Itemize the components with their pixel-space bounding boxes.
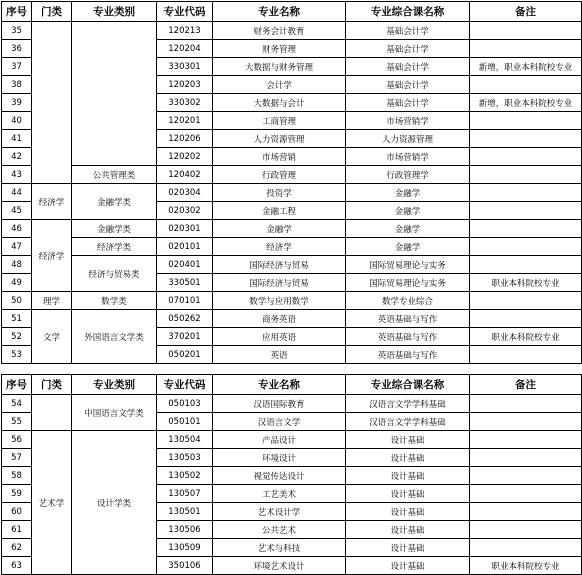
row-name: 行政管理 — [213, 166, 346, 184]
row-course: 英语基础与写作 — [346, 346, 470, 364]
row-num: 53 — [2, 346, 32, 364]
row-num: 50 — [2, 292, 32, 310]
row-note — [470, 467, 582, 485]
row-note — [470, 539, 582, 557]
row-name: 大数据与财务管理 — [213, 58, 346, 76]
row-note — [470, 256, 582, 274]
header-leibie: 专业类别 — [72, 375, 157, 395]
row-course: 汉语言文学学科基础 — [346, 413, 470, 431]
menlei-cell: 理学 — [32, 292, 72, 310]
row-num: 39 — [2, 94, 32, 112]
row-name: 公共艺术 — [213, 521, 346, 539]
row-name: 大数据与会计 — [213, 94, 346, 112]
row-num: 40 — [2, 112, 32, 130]
row-code: 330301 — [157, 58, 213, 76]
header-note: 备注 — [470, 2, 582, 22]
row-num: 46 — [2, 220, 32, 238]
row-name: 经济学 — [213, 238, 346, 256]
row-course: 基础会计学 — [346, 40, 470, 58]
row-num: 57 — [2, 449, 32, 467]
row-num: 45 — [2, 202, 32, 220]
row-course: 行政管理学 — [346, 166, 470, 184]
row-name: 工商管理 — [213, 112, 346, 130]
row-course: 汉语言文学学科基础 — [346, 395, 470, 413]
row-note — [470, 76, 582, 94]
row-code: 050103 — [157, 395, 213, 413]
row-name: 数学与应用数学 — [213, 292, 346, 310]
row-note — [470, 503, 582, 521]
row-note: 职业本科院校专业 — [470, 274, 582, 292]
row-name: 财务会计教育 — [213, 22, 346, 40]
leibie-cell: 金融学类 — [72, 220, 157, 238]
row-name: 环境艺术设计 — [213, 557, 346, 575]
menlei-cell-empty — [32, 395, 72, 431]
row-code: 050262 — [157, 310, 213, 328]
header-note: 备注 — [470, 375, 582, 395]
row-name: 市场营销 — [213, 148, 346, 166]
row-name: 艺术设计学 — [213, 503, 346, 521]
row-note — [470, 310, 582, 328]
row-course: 设计基础 — [346, 431, 470, 449]
row-num: 60 — [2, 503, 32, 521]
row-note — [470, 184, 582, 202]
row-code: 050101 — [157, 413, 213, 431]
leibie-cell: 外国语言文学类 — [72, 310, 157, 364]
row-course: 人力资源管理 — [346, 130, 470, 148]
row-note — [470, 40, 582, 58]
row-course: 基础会计学 — [346, 22, 470, 40]
row-name: 投资学 — [213, 184, 346, 202]
menlei-cell: 经济学 — [32, 220, 72, 292]
row-name: 国际经济与贸易 — [213, 274, 346, 292]
table-row — [2, 292, 582, 310]
row-code: 350106 — [157, 557, 213, 575]
row-code: 370201 — [157, 328, 213, 346]
menlei-cell: 文学 — [32, 310, 72, 364]
row-num: 38 — [2, 76, 32, 94]
row-num: 44 — [2, 184, 32, 202]
row-name: 国际经济与贸易 — [213, 256, 346, 274]
leibie-cell: 公共管理类 — [72, 166, 157, 184]
leibie-cell: 设计学类 — [72, 431, 157, 575]
row-code: 020301 — [157, 220, 213, 238]
row-num: 51 — [2, 310, 32, 328]
row-name: 人力资源管理 — [213, 130, 346, 148]
leibie-cell: 经济学类 — [72, 238, 157, 256]
row-code: 120213 — [157, 22, 213, 40]
row-num: 61 — [2, 521, 32, 539]
row-num: 37 — [2, 58, 32, 76]
header-code: 专业代码 — [157, 375, 213, 395]
row-course: 市场营销学 — [346, 148, 470, 166]
row-course: 英语基础与写作 — [346, 328, 470, 346]
table-row — [2, 395, 582, 413]
table-row — [2, 166, 582, 184]
row-note — [470, 431, 582, 449]
row-course: 金融学 — [346, 238, 470, 256]
row-note — [470, 292, 582, 310]
row-course: 设计基础 — [346, 539, 470, 557]
row-course: 基础会计学 — [346, 94, 470, 112]
table-row — [2, 220, 582, 238]
table-row — [2, 184, 582, 202]
row-note: 职业本科院校专业 — [470, 328, 582, 346]
row-num: 48 — [2, 256, 32, 274]
row-name: 会计学 — [213, 76, 346, 94]
table-row — [2, 238, 582, 256]
row-num: 56 — [2, 431, 32, 449]
row-num: 62 — [2, 539, 32, 557]
leibie-cell: 金融学类 — [72, 184, 157, 220]
header-name: 专业名称 — [213, 375, 346, 395]
header-course: 专业综合课名称 — [346, 2, 470, 22]
header-leibie: 专业类别 — [72, 2, 157, 22]
row-code: 120204 — [157, 40, 213, 58]
row-course: 金融学 — [346, 184, 470, 202]
row-note — [470, 22, 582, 40]
table-row — [2, 310, 582, 328]
table-header-row — [2, 2, 582, 22]
menlei-cell: 艺术学 — [32, 431, 72, 575]
row-code: 330501 — [157, 274, 213, 292]
row-num: 36 — [2, 40, 32, 58]
row-code: 020101 — [157, 238, 213, 256]
row-course: 设计基础 — [346, 467, 470, 485]
row-name: 财务管理 — [213, 40, 346, 58]
row-note: 新增，职业本科院校专业 — [470, 94, 582, 112]
row-code: 120402 — [157, 166, 213, 184]
row-course: 设计基础 — [346, 557, 470, 575]
row-num: 59 — [2, 485, 32, 503]
table-header-row — [2, 375, 582, 395]
row-code: 130502 — [157, 467, 213, 485]
row-num: 55 — [2, 413, 32, 431]
row-course: 市场营销学 — [346, 112, 470, 130]
row-note — [470, 346, 582, 364]
row-note — [470, 413, 582, 431]
row-code: 020302 — [157, 202, 213, 220]
row-note — [470, 166, 582, 184]
row-code: 130501 — [157, 503, 213, 521]
row-note — [470, 238, 582, 256]
row-course: 基础会计学 — [346, 76, 470, 94]
row-code: 120201 — [157, 112, 213, 130]
row-course: 设计基础 — [346, 503, 470, 521]
row-code: 120206 — [157, 130, 213, 148]
row-name: 艺术与科技 — [213, 539, 346, 557]
row-name: 商务英语 — [213, 310, 346, 328]
row-code: 120203 — [157, 76, 213, 94]
row-code: 070101 — [157, 292, 213, 310]
row-code: 130503 — [157, 449, 213, 467]
row-num: 49 — [2, 274, 32, 292]
row-code: 130506 — [157, 521, 213, 539]
menlei-cell: 经济学 — [32, 184, 72, 220]
row-name: 金融工程 — [213, 202, 346, 220]
row-course: 设计基础 — [346, 485, 470, 503]
row-name: 汉语言文学 — [213, 413, 346, 431]
major-table-part-2 — [1, 374, 582, 575]
row-name: 金融学 — [213, 220, 346, 238]
row-note — [470, 202, 582, 220]
row-name: 英语 — [213, 346, 346, 364]
row-name: 工艺美术 — [213, 485, 346, 503]
row-note — [470, 148, 582, 166]
row-name: 视觉传达设计 — [213, 467, 346, 485]
row-num: 41 — [2, 130, 32, 148]
row-name: 产品设计 — [213, 431, 346, 449]
row-name: 汉语国际教育 — [213, 395, 346, 413]
row-num: 43 — [2, 166, 32, 184]
row-note — [470, 449, 582, 467]
major-table-part-1 — [1, 1, 582, 364]
row-num: 52 — [2, 328, 32, 346]
row-note — [470, 485, 582, 503]
row-note — [470, 112, 582, 130]
table-row — [2, 256, 582, 274]
header-menlei: 门类 — [32, 375, 72, 395]
row-num: 42 — [2, 148, 32, 166]
row-course: 国际贸易理论与实务 — [346, 256, 470, 274]
row-num: 58 — [2, 467, 32, 485]
row-code: 020304 — [157, 184, 213, 202]
row-course: 数学专业综合 — [346, 292, 470, 310]
row-course: 基础会计学 — [346, 58, 470, 76]
row-num: 54 — [2, 395, 32, 413]
header-code: 专业代码 — [157, 2, 213, 22]
row-code: 130509 — [157, 539, 213, 557]
row-course: 金融学 — [346, 202, 470, 220]
row-note — [470, 395, 582, 413]
row-code: 130504 — [157, 431, 213, 449]
row-code: 120202 — [157, 148, 213, 166]
leibie-cell: 经济与贸易类 — [72, 256, 157, 292]
row-num: 47 — [2, 238, 32, 256]
leibie-cell: 数学类 — [72, 292, 157, 310]
table-row — [2, 431, 582, 449]
row-note: 新增，职业本科院校专业 — [470, 58, 582, 76]
leibie-cell: 中国语言文学类 — [72, 395, 157, 431]
header-num: 序号 — [2, 2, 32, 22]
header-name: 专业名称 — [213, 2, 346, 22]
row-code: 050201 — [157, 346, 213, 364]
row-course: 英语基础与写作 — [346, 310, 470, 328]
leibie-cell-empty — [72, 22, 157, 166]
row-name: 环境设计 — [213, 449, 346, 467]
row-course: 设计基础 — [346, 521, 470, 539]
table-row — [2, 22, 582, 40]
row-note: 职业本科院校专业 — [470, 557, 582, 575]
header-menlei: 门类 — [32, 2, 72, 22]
row-code: 330302 — [157, 94, 213, 112]
row-course: 金融学 — [346, 220, 470, 238]
row-code: 130507 — [157, 485, 213, 503]
row-course: 国际贸易理论与实务 — [346, 274, 470, 292]
row-num: 35 — [2, 22, 32, 40]
row-code: 020401 — [157, 256, 213, 274]
menlei-cell-empty — [32, 22, 72, 184]
row-course: 设计基础 — [346, 449, 470, 467]
header-course: 专业综合课名称 — [346, 375, 470, 395]
row-name: 应用英语 — [213, 328, 346, 346]
row-note — [470, 130, 582, 148]
row-note — [470, 521, 582, 539]
row-num: 63 — [2, 557, 32, 575]
row-note — [470, 220, 582, 238]
header-num: 序号 — [2, 375, 32, 395]
